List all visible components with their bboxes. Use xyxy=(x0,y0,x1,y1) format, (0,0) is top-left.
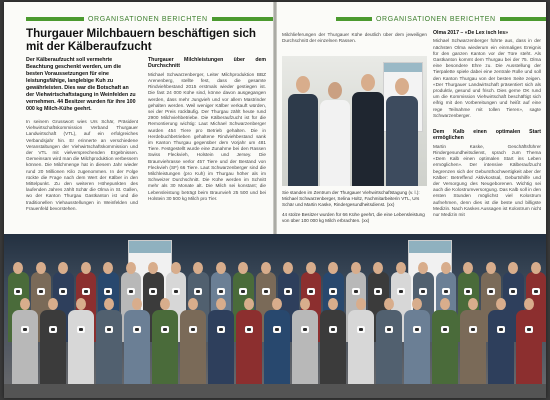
award-plaque xyxy=(21,326,29,333)
person-figure xyxy=(288,76,318,186)
honoree-figure xyxy=(180,298,206,398)
section-subheading: Thurgauer Milchleistungen über dem Durchschnitt xyxy=(148,57,266,70)
article-headline: Thurgauer Milchbauern beschäftigen sich mit der Kälberaufzucht xyxy=(26,27,256,53)
section-subheading: Dem Kalb einen optimalen Start ermöglichen xyxy=(433,129,541,142)
article-paragraph: Martin Kaske, Geschäftsführer Rindergesundheitsdienst, sprach zum Thema «Dem Kalb einen optimalen Start ins Leben ermöglichen». Der intensive Kälberaufzucht begrenzen sich der Gebursthochwertigkeit aber der Kälber: Betreffend Aktivkostsal, Geburtshilfe und der Versorgung des Neugeborenen. Wichtig sei auch die Kolostrumversorgung. Das Kalb soll in den ersten Stunden möglichst viel Kolostrum aufnehmen, denn dies ist die beste und billigste Medizin. Nach Kaskes Aussagen ist Kolostrum nicht nur Medizin mit xyxy=(433,143,541,218)
award-plaque xyxy=(385,326,393,333)
speakers-photo xyxy=(282,56,427,186)
honoree-figure xyxy=(264,298,290,398)
honoree-figure xyxy=(516,298,542,398)
award-plaque xyxy=(105,326,113,333)
honoree-figure xyxy=(432,298,458,398)
group-photo xyxy=(4,234,546,398)
rubric-bar xyxy=(26,17,84,21)
honoree-figure xyxy=(348,298,374,398)
honoree-figure xyxy=(376,298,402,398)
award-plaque xyxy=(357,326,365,333)
rubric-bar xyxy=(336,17,372,21)
award-plaque xyxy=(189,326,197,333)
award-plaque xyxy=(161,326,169,333)
award-plaque xyxy=(49,326,57,333)
honoree-figure xyxy=(96,298,122,398)
magazine-spread xyxy=(4,2,546,398)
award-plaque xyxy=(301,326,309,333)
article-paragraph: In seinem Grusswort wies Urs Schär, Präsident Viehwirtschaftskommission Verband Thurgauer Landwirtschaft (VTL), auf ein erfolgreiches Verbandsjahr hin. Er erinnerte an verschiedene Veranstaltungen der Viehwirtschaftskommission und der VTL mit vielversprechenden Ergebnissen. Gemeinsam wird man die Milchproduktion verbessern können. Die Milchmenge hat in diesem Jahr wieder rund 20 Millionen Kilo zugenommen. In der Folge rückte die Frage nach dem Wert der Kälber in den Mittelpunkt. Zu den weiteren Höhepunkten des laufenden Jahres zählt Schär die Olma in St. Gallen, wo der Kanton Thurgau Gastkanton ist und die traditionellen Viehausstellungen in Weinfelden und Frauenfeld bevorstehen. xyxy=(26,119,138,211)
award-plaque xyxy=(245,326,253,333)
intro-text xyxy=(282,32,427,52)
award-plaque xyxy=(273,326,281,333)
rubric-bar xyxy=(500,17,546,21)
honoree-figure xyxy=(292,298,318,398)
award-plaque xyxy=(133,326,141,333)
honoree-figure xyxy=(152,298,178,398)
award-plaque xyxy=(217,326,225,333)
person-figure xyxy=(320,82,350,186)
olma-column xyxy=(433,30,541,126)
article-paragraph: Michael Schwarzenberger, Leiter Milchproduktion BBZ Arenenberg, stellte fest, dass die gesamte Rindviehbestand 2015 erstmals wieder gestiegen ist. Die fast 24 000 Kühe sind, könne davon ausgegangen werden, dass mehr Jungvieh und vor allem Mastrinder gehalten werden. Weil weniger Kälber verkauft würden, sei der Preis rückläufig. Der Thurgau zählt heute rund 2900 Milchviehbetriebe. Die Kälberaufzucht ist für die Remontierung wichtig: Laut Michael Schwarzenberger wurden 454 Tiere pro Betrieb gehalten. Die in Herdebuchbetrieben gehaltene Rindviehbestand sank im Kanton Thurgau gegenüber dem Vorjahr um 481 Tiere. Festgestellt wurde eine Zunahme bei den Rassen Swiss Fleckvieh, Holstein und Jersey. Die Braunviehrasse verlor 457 Tiere und der Bestand von Fleckvieh (SF) 66 Tiere. Laut Schwarzenberger sind die Milchleistungen (pro Kuh) im Thurgau höher als im Schweizer Durchschnitt. Die Kühe werden im Schnitt mehr als 30 Monate alt. Die Milch sei konstant; die Lebensleistung beträgt beim Braunvieh 25 500 und bei Holstein 30 500 kg Milch pro Tier. xyxy=(148,71,266,201)
honoree-figure xyxy=(236,298,262,398)
award-plaque xyxy=(329,326,337,333)
rubric-bar xyxy=(212,17,274,21)
section-rubric-right xyxy=(336,14,546,24)
rubric-label: ORGANISATIONEN BERICHTEN xyxy=(376,15,496,23)
award-plaque xyxy=(469,326,477,333)
people-front-row xyxy=(4,294,546,398)
honoree-figure xyxy=(208,298,234,398)
honoree-figure xyxy=(404,298,430,398)
honoree-figure xyxy=(68,298,94,398)
section-subheading: Olma 2017 – «De Lex isch les» xyxy=(433,30,508,36)
person-figure xyxy=(386,78,418,186)
honoree-figure xyxy=(40,298,66,398)
article-lead: Der Kälberaufzucht soll vermehrte Beachtung geschenkt werden, um die besten Voraussetzungen für eine leistungsfähige, langlebige Kuh zu gewährleisten. Dies war die Botschaft an der Viehwirtschaftstagung in Weinfelden zu vernehmen. 44 Besitzer wurden für ihre 100 000 kg Milch-Kühe geehrt. xyxy=(26,57,136,112)
rubric-label: ORGANISATIONEN BERICHTEN xyxy=(88,15,208,23)
honoree-figure xyxy=(488,298,514,398)
award-plaque xyxy=(525,326,533,333)
honoree-figure xyxy=(320,298,346,398)
award-plaque xyxy=(413,326,421,333)
award-plaque xyxy=(441,326,449,333)
person-figure xyxy=(352,74,384,186)
stage-floor xyxy=(4,384,546,398)
calf-column xyxy=(433,129,541,231)
award-plaque xyxy=(77,326,85,333)
article-body-column-1 xyxy=(26,119,138,231)
article-paragraph: Michael Schwarzenberger führte aus, dass in der nächsten Olma wiederum ein einmaliges Ereignis für den ganzen Kanton vor der Türe steht. Als Gastkanton kommt dem Thurgau bei der 75. Olma eine besondere Ehre zu. Die Ausstellung der Tierpalette spiele dabei eine zentrale Rolle und soll den Kanton Thurgau von der besten Seite zeigen. «Der Thurgauer Landwirtschaft präsentiert sich als produktiv, gesund und frisch. Dies gerne OK rund um die Kommission Viehwirtschaft beschäftigt sich eifrig mit den Vorbereitungen und heißt auf eine rege Teilnahme mit tollen Tieren», sagte Schwarzenberger. xyxy=(433,38,541,118)
group-photo-caption: 44 stolze Besitzer wurden für 66 Kühe geehrt, die eine Lebensleistung von über 100 000 kg Milch erbrachten. (xx) xyxy=(282,212,425,223)
section-rubric-left xyxy=(26,14,274,24)
honoree-figure xyxy=(460,298,486,398)
speakers-photo-caption: Sie standen im Zentrum der Thurgauer Viehwirtschaftstagung (v. l.): Michael Schwarzenberger, Selina Holtz, Fachmitarbeiterin VTL, Urs Schär und Martin Kaske, Rindergesundheitsdienst. (xx) xyxy=(282,190,420,207)
honoree-figure xyxy=(12,298,38,398)
award-plaque xyxy=(497,326,505,333)
article-body-column-2 xyxy=(148,57,266,231)
intro-paragraph: Milchlieferungen der Thurgauer Kühe deutlich über dem jeweiligen Durchschnitt der einzelnen Rassen. xyxy=(282,32,427,44)
honoree-figure xyxy=(124,298,150,398)
